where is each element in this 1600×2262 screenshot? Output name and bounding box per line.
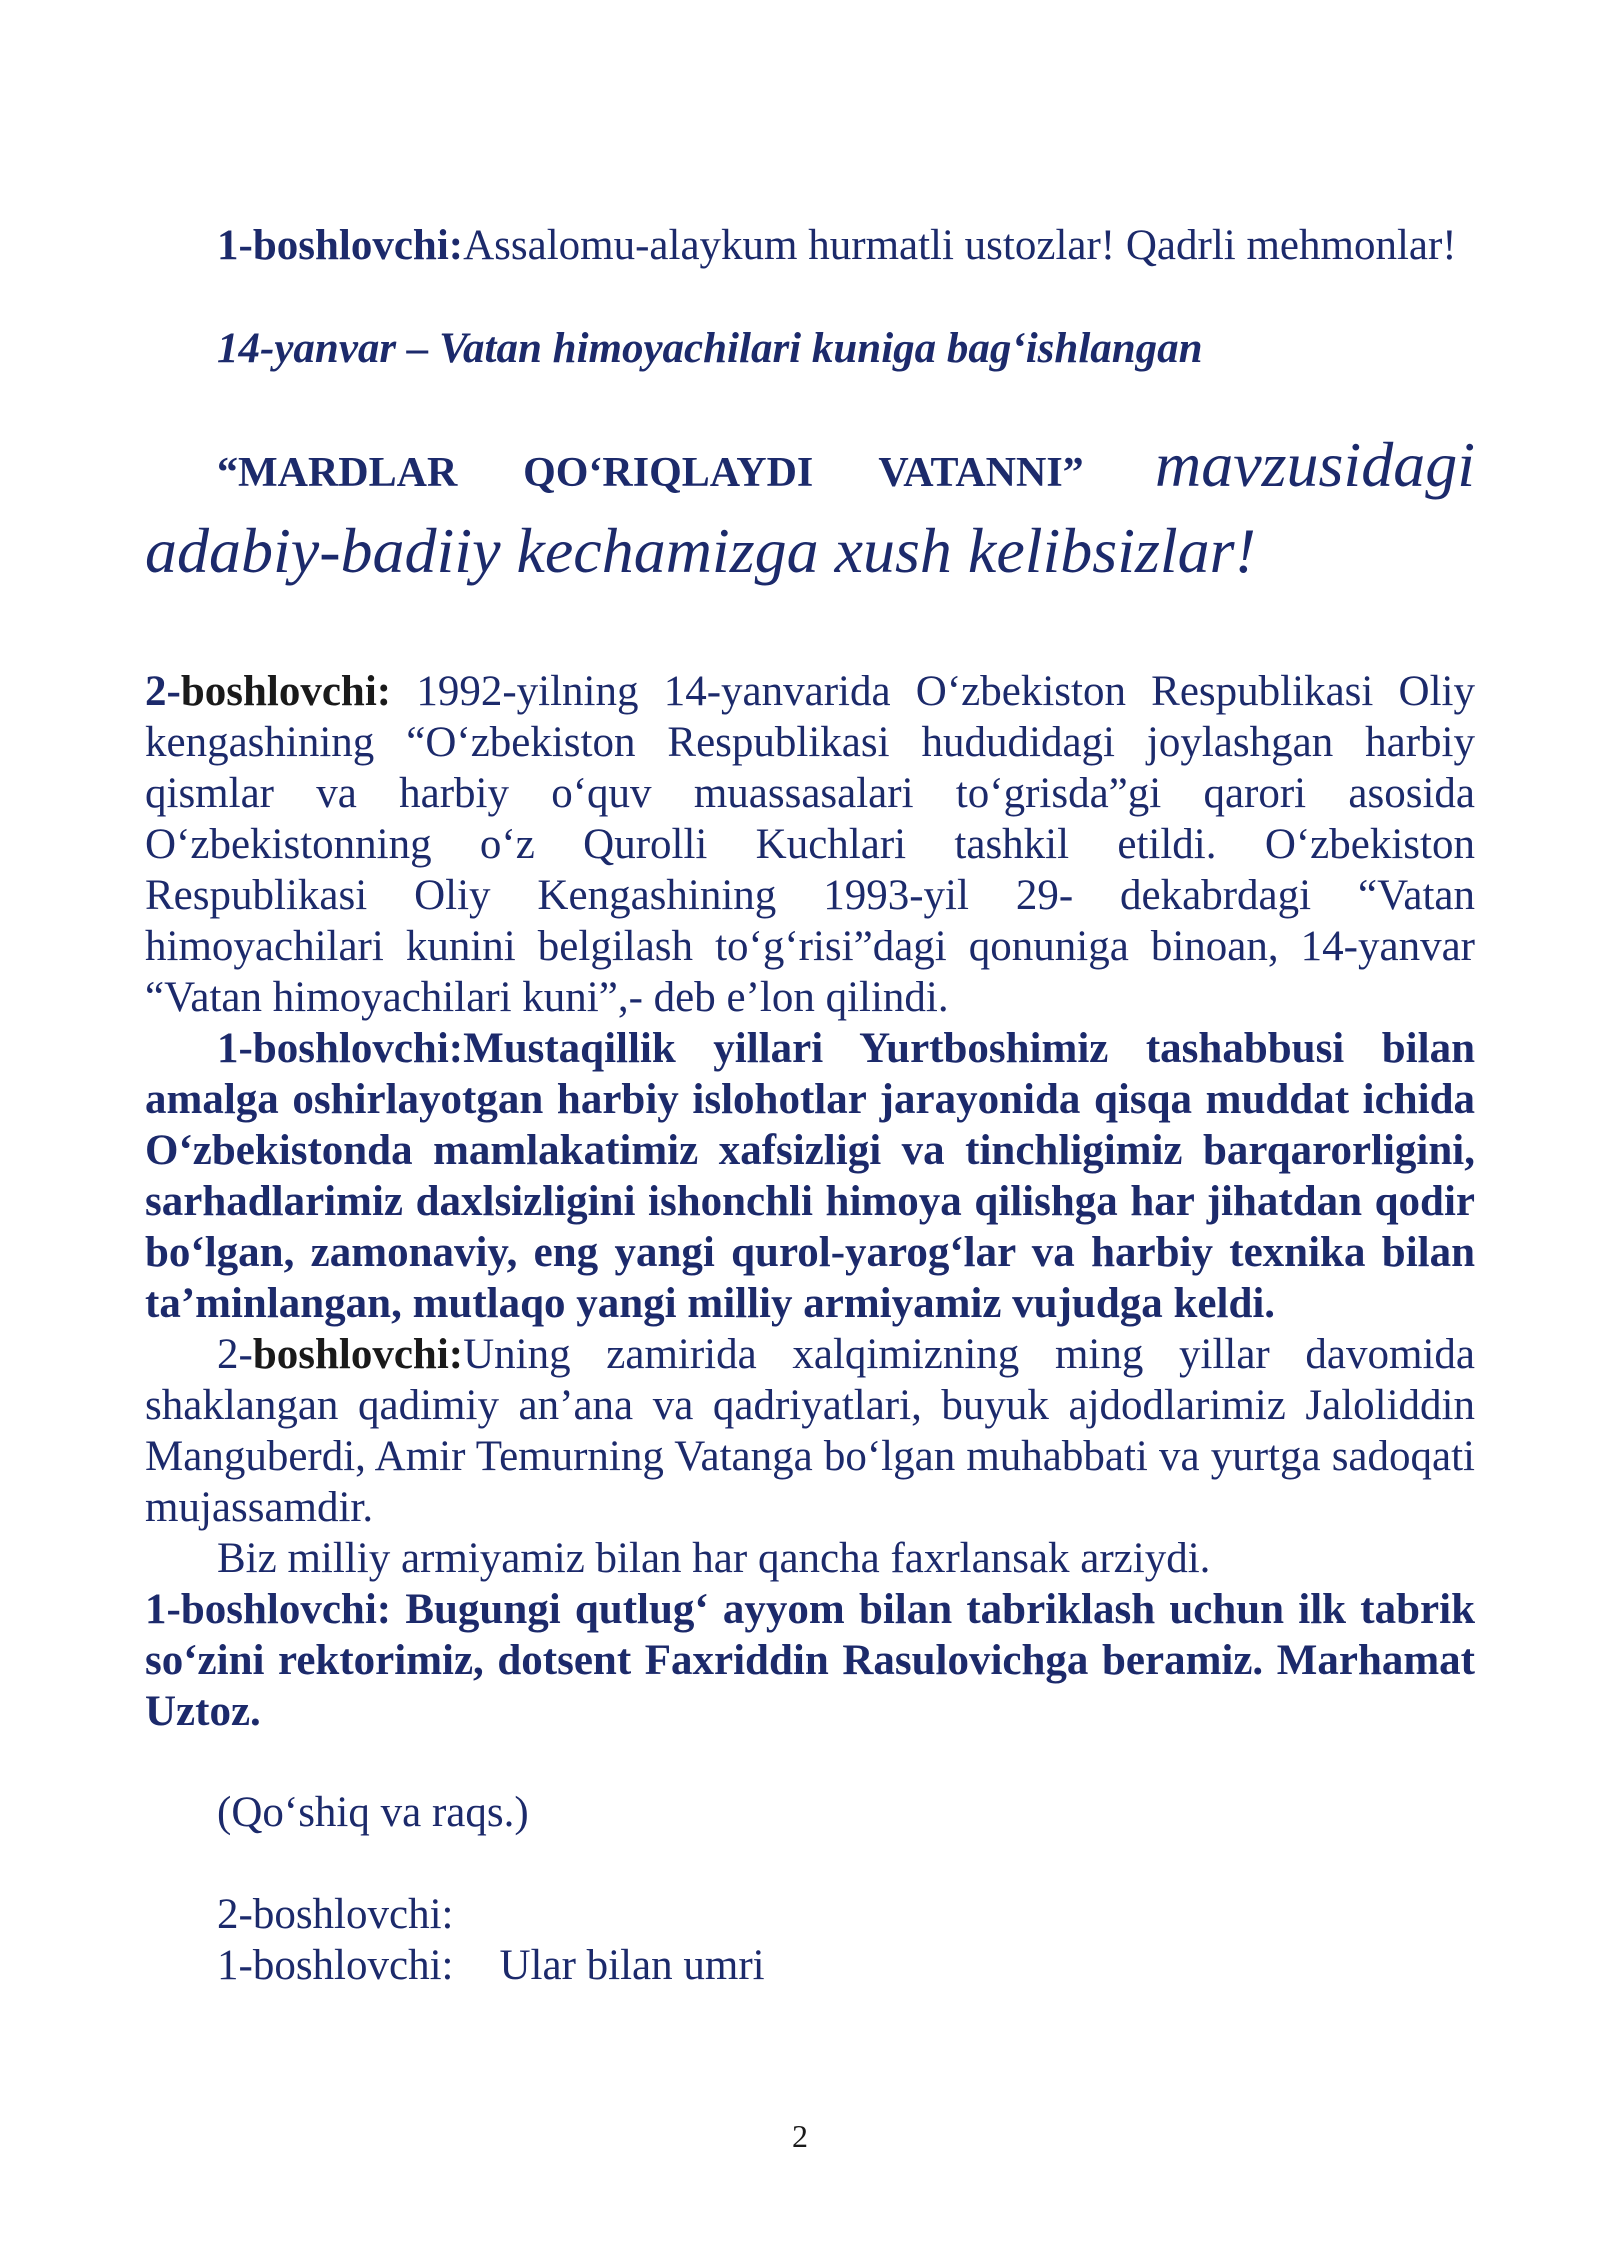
speech-paragraph (145, 1584, 1475, 1737)
speaker-label: 1-boshlovchi: (145, 1586, 392, 1633)
document-page (145, 220, 1475, 1991)
welcome-text: mavzusidagi adabiy-badiiy kechamizga xush kelibsizlar! (145, 429, 1475, 586)
speaker-name: boshlovchi: (180, 668, 392, 715)
event-title: “MARDLAR QO‘RIQLAYDI VATANNI” (217, 450, 1084, 496)
speech-paragraph: Biz milliy armiyamiz bilan har qancha faxrlansak arziydi. (217, 1535, 1211, 1582)
speech-line (145, 1940, 1475, 1991)
speech-paragraph (145, 666, 1475, 1023)
speaker-prefix: 2- (217, 1331, 253, 1378)
event-theme (145, 426, 1475, 598)
greeting-paragraph (145, 220, 1475, 271)
speaker-name: boshlovchi: (252, 1331, 464, 1378)
speech-text: Uning zamirida xalqimizning ming yillar davomida shaklangan qadimiy an’ana va qadriyatlari, buyuk ajdodlarimiz Jaloliddin Manguberdi, Amir Temurning Vatanga bo‘lgan muhabbati va yurtga sadoqati mujassamdir. (145, 1331, 1475, 1531)
speaker-prefix: 2- (145, 668, 181, 715)
speaker-label: 2-boshlovchi: (217, 1891, 454, 1938)
speech-text: Bugungi qutlug‘ ayyom bilan tabriklash uchun ilk tabrik so‘zini rektorimiz, dotsent Faxriddin Rasulovichga beramiz. Marhamat Uztoz. (145, 1586, 1475, 1735)
speaker-label: 1-boshlovchi: (217, 1942, 454, 1989)
speech-text: Ular bilan umri (499, 1942, 765, 1989)
speech-text: Mustaqillik yillari Yurtboshimiz tashabbusi bilan amalga oshirlayotgan harbiy islohotlar jarayonida qisqa muddat ichida O‘zbekistonda mamlakatimiz xafsizligi va tinchligimiz barqarorligini, sarhadlarimiz daxlsizligini ishonchli himoya qilishga har jihatdan qodir bo‘lgan, zamonaviy, eng yangi qurol-yarog‘lar va harbiy texnika bilan ta’minlangan, mutlaqo yangi milliy armiyamiz vujudga keldi. (145, 1025, 1475, 1327)
speaker-label: 1-boshlovchi: (217, 222, 464, 269)
speech-text: 1992-yilning 14-yanvarida O‘zbekiston Respublikasi Oliy kengashining “O‘zbekiston Respublikasi hududidagi joylashgan harbiy qismlar va harbiy o‘quv muassasalari to‘grisda”gi qarori asosida O‘zbekistonning o‘z Qurolli Kuchlari tashkil etildi. O‘zbekiston Respublikasi Oliy Kengashining 1993-yil 29- dekabrdagi “Vatan himoyachilari kunini belgilash to‘g‘risi”dagi qonuniga binoan, 14-yanvar “Vatan himoyachilari kuni”,- deb e’lon qilindi. (145, 668, 1475, 1021)
stage-direction: (Qo‘shiq va raqs.) (217, 1789, 529, 1836)
speaker-label: 1-boshlovchi: (217, 1025, 464, 1072)
page-number: 2 (792, 2118, 808, 2154)
speech-paragraph (145, 1023, 1475, 1329)
greeting-text: Assalomu-alaykum hurmatli ustozlar! Qadrli mehmonlar! (463, 222, 1457, 269)
dedication-line: 14-yanvar – Vatan himoyachilari kuniga bag‘ishlangan (217, 325, 1203, 372)
speech-paragraph (145, 1329, 1475, 1533)
